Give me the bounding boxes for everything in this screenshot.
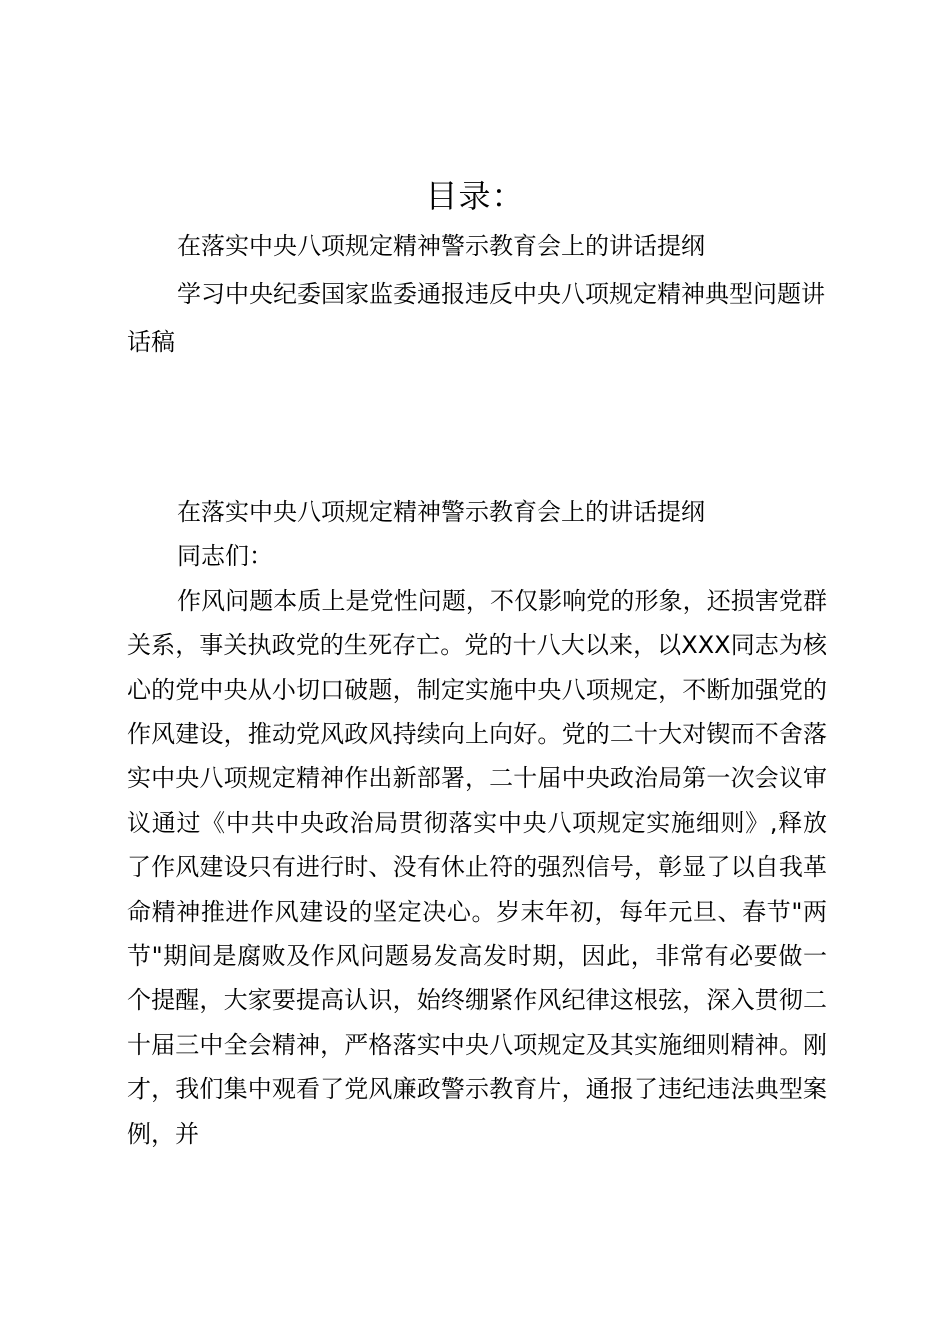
article-body [127,490,827,1156]
salutation: 同志们： [177,542,273,571]
toc-item[interactable]: 学习中央纪委国家监委通报违反中央八项规定精神典型问题讲话稿 [127,280,825,356]
article-title: 在落实中央八项规定精神警示教育会上的讲话提纲 [177,498,705,526]
toc-item[interactable]: 在落实中央八项规定精神警示教育会上的讲话提纲 [177,232,705,260]
toc-list [127,222,827,366]
body-paragraph: 作风问题本质上是党性问题，不仅影响党的形象，还损害党群关系，事关执政党的生死存亡。党的十八大以来，以XXX同志为核心的党中央从小切口破题，制定实施中央八项规定，不断加强党的作风建设，推动党风政风持续向上向好。党的二十大对锲而不舍落实中央八项规定精神作出新部署，二十届中央政治局第一次会议审议通过《中共中央政治局贯彻落实中央八项规定实施细则》,释放了作风建设只有进行时、没有休止符的强烈信号，彰显了以自我革命精神推进作风建设的坚定决心。岁末年初，每年元旦、春节"两节"期间是腐败及作风问题易发高发时期，因此，非常有必要做一个提醒，大家要提高认识，始终绷紧作风纪律这根弦，深入贯彻二十届三中全会精神，严格落实中央八项规定及其实施细则精神。刚才，我们集中观看了党风廉政警示教育片，通报了违纪违法典型案例，并 [127,586,827,1148]
toc-title: 目录： [425,177,525,215]
